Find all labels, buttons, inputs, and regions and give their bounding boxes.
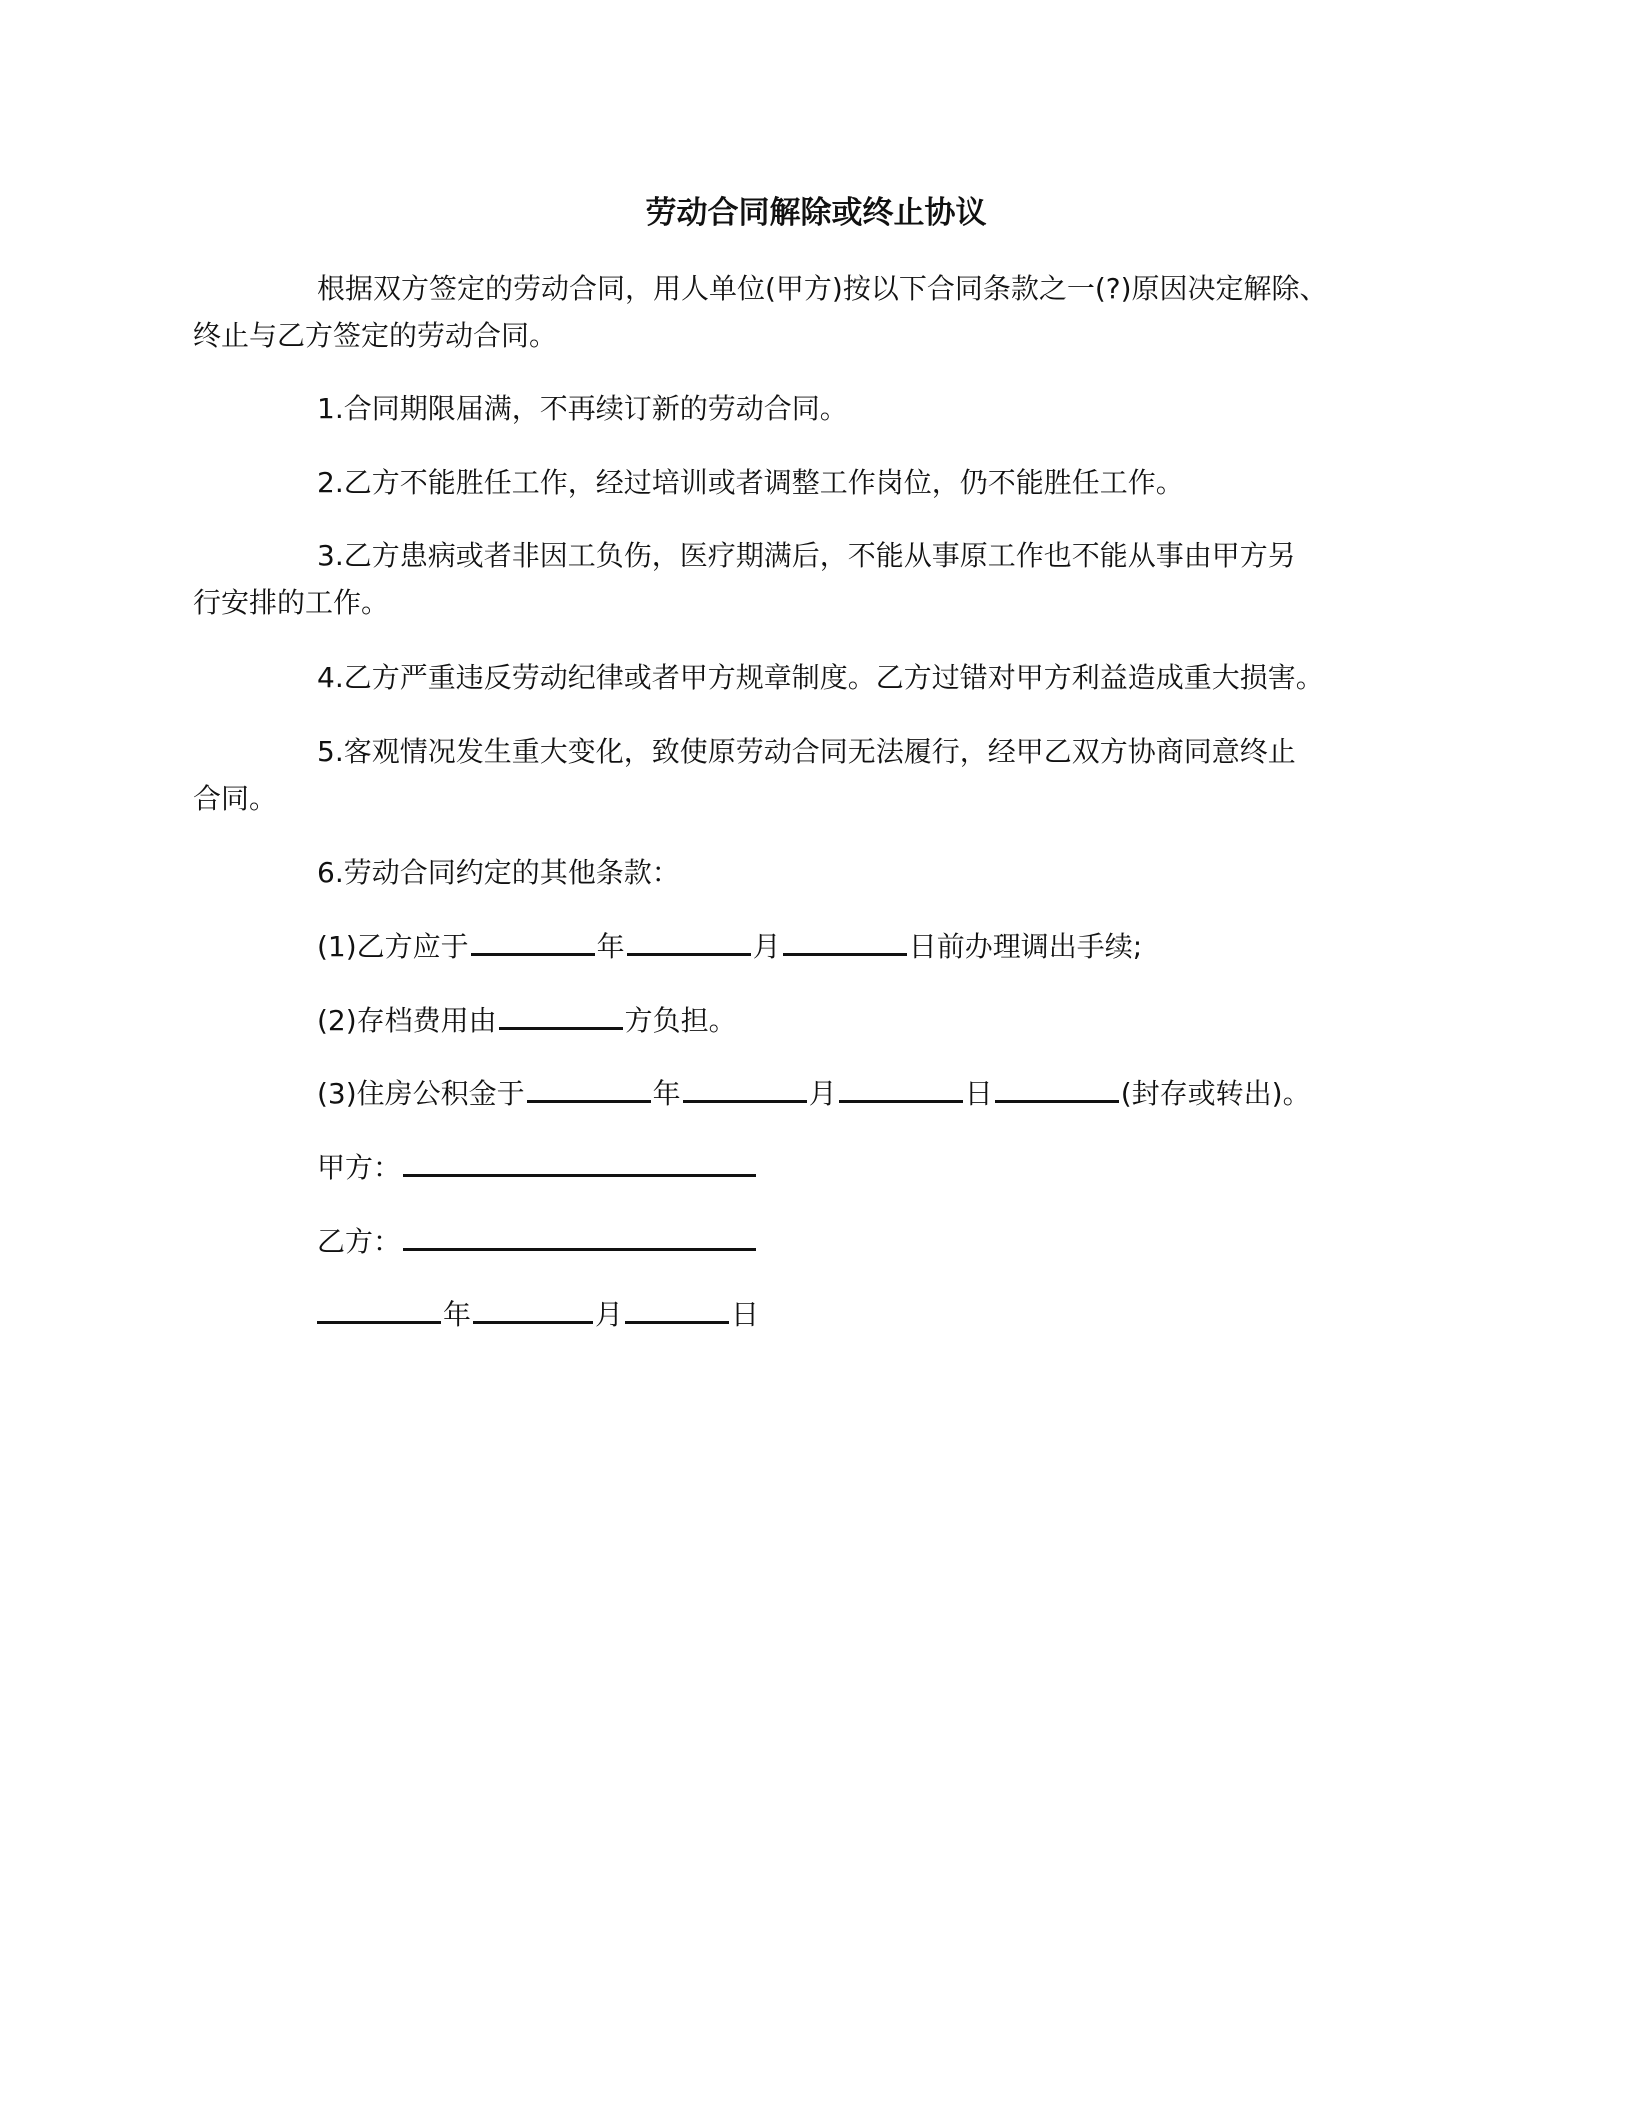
day-label: 日 (731, 1298, 760, 1331)
sub2-rest: 方负担。 (624, 1004, 737, 1037)
month-blank[interactable] (473, 1291, 593, 1324)
clause-3-line-1: 3.乙方患病或者非因工负伤，医疗期满后，不能从事原工作也不能从事由甲方另 (317, 539, 1296, 572)
sub3-label: (3)住房公积金于 (317, 1077, 525, 1110)
clause-5-line-1: 5.客观情况发生重大变化，致使原劳动合同无法履行，经甲乙双方协商同意终止 (317, 735, 1296, 768)
day-blank[interactable] (625, 1291, 729, 1324)
month-label: 月 (595, 1298, 624, 1331)
clause-3-line-2: 行安排的工作。 (193, 586, 390, 619)
intro-line-2: 终止与乙方签定的劳动合同。 (193, 319, 558, 352)
sub1-label: (1)乙方应于 (317, 930, 469, 963)
sub1-rest: 日前办理调出手续; (908, 930, 1143, 963)
month-label: 月 (752, 930, 781, 963)
year-label: 年 (596, 930, 625, 963)
party-blank[interactable] (499, 997, 623, 1030)
option-blank[interactable] (995, 1070, 1119, 1103)
party-b-label: 乙方： (317, 1225, 402, 1258)
party-a-label: 甲方： (317, 1151, 402, 1184)
clause-6: 6.劳动合同约定的其他条款： (317, 856, 680, 889)
sub-clause-1 (317, 923, 1142, 970)
month-blank[interactable] (683, 1070, 807, 1103)
signing-date (317, 1291, 759, 1338)
party-b-blank[interactable] (403, 1218, 756, 1251)
month-blank[interactable] (627, 923, 751, 956)
clause-1: 1.合同期限届满，不再续订新的劳动合同。 (317, 392, 848, 425)
clause-5-line-2: 合同。 (193, 782, 278, 815)
year-label: 年 (652, 1077, 681, 1110)
sub-clause-3 (317, 1070, 1311, 1117)
year-blank[interactable] (527, 1070, 651, 1103)
year-blank[interactable] (471, 923, 595, 956)
day-label: 日 (964, 1077, 993, 1110)
month-label: 月 (808, 1077, 837, 1110)
day-blank[interactable] (839, 1070, 963, 1103)
sub2-label: (2)存档费用由 (317, 1004, 497, 1037)
sub3-rest: (封存或转出)。 (1120, 1077, 1311, 1110)
year-label: 年 (443, 1298, 472, 1331)
party-a-signature (317, 1144, 758, 1191)
clause-4: 4.乙方严重违反劳动纪律或者甲方规章制度。乙方过错对甲方利益造成重大损害。 (317, 661, 1324, 694)
document-title: 劳动合同解除或终止协议 (645, 195, 987, 231)
party-a-blank[interactable] (403, 1144, 756, 1177)
year-blank[interactable] (317, 1291, 441, 1324)
sub-clause-2 (317, 997, 737, 1044)
day-blank[interactable] (783, 923, 907, 956)
party-b-signature (317, 1218, 758, 1265)
clause-2: 2.乙方不能胜任工作，经过培训或者调整工作岗位，仍不能胜任工作。 (317, 466, 1184, 499)
intro-line-1: 根据双方签定的劳动合同，用人单位(甲方)按以下合同条款之一(?)原因决定解除、 (317, 272, 1328, 305)
